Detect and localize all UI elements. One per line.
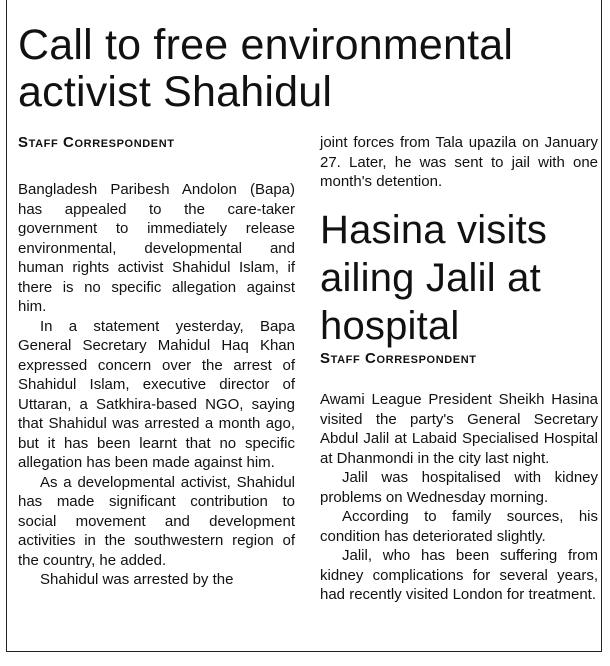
story1-paragraph-4: Shahidul was arrested by the (40, 571, 234, 588)
story1-body-column (18, 180, 295, 590)
story2-paragraph-2: Jalil was hospitalised with kidney problems on Wednesday morning. (320, 469, 598, 506)
story1-paragraph-3: As a developmental activist, Shahidul has made significant contribution to social movement and development activities in the southwestern region of the country, he added. (18, 473, 295, 569)
right-border-rule (601, 0, 602, 652)
story2-paragraph-3: According to family sources, his condition has deteriorated slightly. (320, 508, 598, 545)
story1-continuation-column (320, 133, 598, 192)
story1-paragraph-2: In a statement yesterday, Bapa General Secretary Mahidul Haq Khan expressed concern over the arrest of Shahidul Islam, executive director of Uttaran, a Satkhira-based NGO, saying that Shahidul was arrested a month ago, but it has been learnt that no specific allegation has been made against him. (18, 317, 295, 471)
story2-paragraph-1: Awami League President Sheikh Hasina visited the party's General Secretary Abdul Jalil at Labaid Specialised Hospital at Dhanmondi in the city last night. (320, 391, 598, 467)
story2-headline: Hasina visits ailing Jalil at hospital (320, 208, 548, 348)
left-border-rule (6, 0, 7, 652)
story1-headline: Call to free environmental activist Shahidul (18, 21, 514, 116)
story1-byline: Staff Correspondent (18, 134, 175, 151)
story1-paragraph-1: Bangladesh Paribesh Andolon (Bapa) has appealed to the care-taker government to immediately release environmental, developmental and human rights activist Shahidul Islam, if there is no specific allegation against him. (18, 181, 295, 315)
bottom-border-rule (6, 651, 602, 652)
story2-paragraph-4: Jalil, who has been suffering from kidney complications for several years, had recently visited London for treatment. (320, 547, 598, 603)
story2-byline: Staff Correspondent (320, 350, 477, 367)
story1-continuation: joint forces from Tala upazila on January 27. Later, he was sent to jail with one month's detention. (320, 134, 598, 190)
story2-body-column (320, 390, 598, 605)
